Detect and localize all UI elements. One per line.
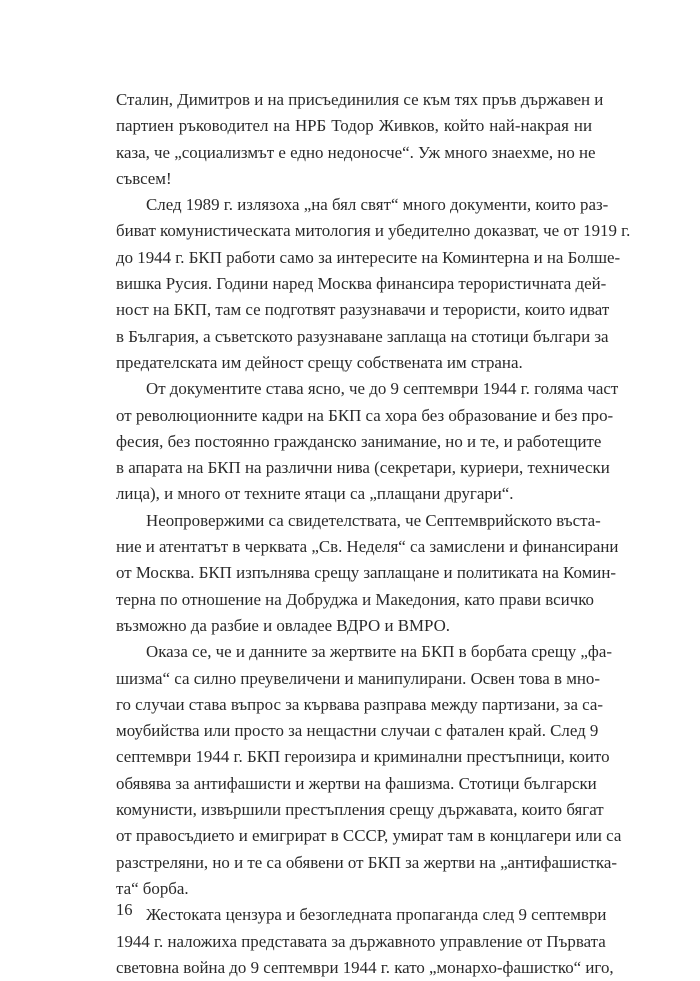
text-line: Жестоката цензура и безогледната пропаганда след 9 септември	[146, 905, 607, 925]
text-line: до 1944 г. БКП работи само за интересите на Коминтерна и на Болше-	[116, 247, 621, 267]
text-line: След 1989 г. излязоха „на бял свят“ много документи, които раз-	[146, 195, 609, 215]
text-line: партиен ръководител на НРБ Тодор Живков, който най-накрая ни	[116, 116, 592, 136]
text-line: От документите става ясно, че до 9 септември 1944 г. голяма част	[146, 379, 619, 399]
text-line: разстреляни, но и те са обявени от БКП за жертви на „антифашистка-	[116, 852, 617, 872]
text-line: възможно да разбие и овладее ВДРО и ВМРО.	[116, 615, 451, 635]
text-line: вишка Русия. Години наред Москва финансира терористичната дей-	[116, 274, 607, 294]
text-line: моубийства или просто за нещастни случаи с фатален край. След 9	[116, 721, 599, 741]
text-line: ност на БКП, там се подготвят разузнавачи и терористи, които идват	[116, 300, 610, 320]
text-line: септември 1944 г. БКП героизира и криминални престъпници, които	[116, 747, 610, 767]
text-line: та“ борба.	[116, 878, 189, 898]
text-line: в апарата на БКП на различни нива (секретари, куриери, технически	[116, 458, 610, 478]
text-line: Неопровержими са свидетелствата, че Септемврийското въста-	[146, 510, 601, 530]
text-line: ние и атентатът в черквата „Св. Неделя“ са замислени и финансирани	[116, 537, 619, 557]
text-line: от Москва. БКП изпълнява срещу заплащане и политиката на Комин-	[116, 563, 616, 583]
text-line: предателската им дейност срещу собствената им страна.	[116, 352, 523, 372]
text-line: комунисти, извършили престъпления срещу държавата, които бягат	[116, 800, 604, 820]
paragraph	[116, 508, 619, 639]
page-number: 16	[116, 900, 133, 919]
text-line: обявява за антифашисти и жертви на фашизма. Стотици български	[116, 773, 597, 793]
text-line: фесия, без постоянно гражданско занимание, но и те, и работещите	[116, 431, 602, 451]
text-line: Оказа се, че и данните за жертвите на БКП в борбата срещу „фа-	[146, 642, 612, 662]
paragraph	[116, 192, 631, 376]
text-line: биват комунистическата митология и убедително доказват, че от 1919 г.	[116, 221, 631, 241]
paragraph	[116, 902, 614, 981]
paragraph	[116, 639, 622, 902]
text-line: Сталин, Димитров и на присъединилия се към тях пръв държавен и	[116, 90, 604, 109]
body-text	[116, 87, 631, 981]
text-line: световна война до 9 септември 1944 г. като „монархо-фашистко“ иго,	[116, 957, 614, 977]
text-line: шизма“ са силно преувеличени и манипулирани. Освен това в мно-	[116, 668, 600, 688]
text-line: в България, а съветското разузнаване заплаща на стотици българи за	[116, 326, 609, 346]
text-line: терна по отношение на Добруджа и Македония, като прави всичко	[116, 589, 595, 609]
text-line: 1944 г. наложиха представата за държавното управление от Първата	[116, 931, 606, 951]
text-line: от правосъдието и емигрират в СССР, умират там в концлагери или са	[116, 826, 622, 846]
text-line: лица), и много от техните ятаци са „плащани другари“.	[116, 484, 514, 504]
text-line: го случаи става въпрос за кървава разправа между партизани, за са-	[116, 694, 603, 714]
text-line: от революционните кадри на БКП са хора без образование и без про-	[116, 405, 614, 425]
paragraph	[116, 376, 619, 507]
paragraph	[116, 87, 604, 192]
text-line: каза, че „социализмът е едно недоносче“. Уж много знаехме, но не	[116, 142, 596, 162]
text-line: съвсем!	[116, 168, 172, 188]
